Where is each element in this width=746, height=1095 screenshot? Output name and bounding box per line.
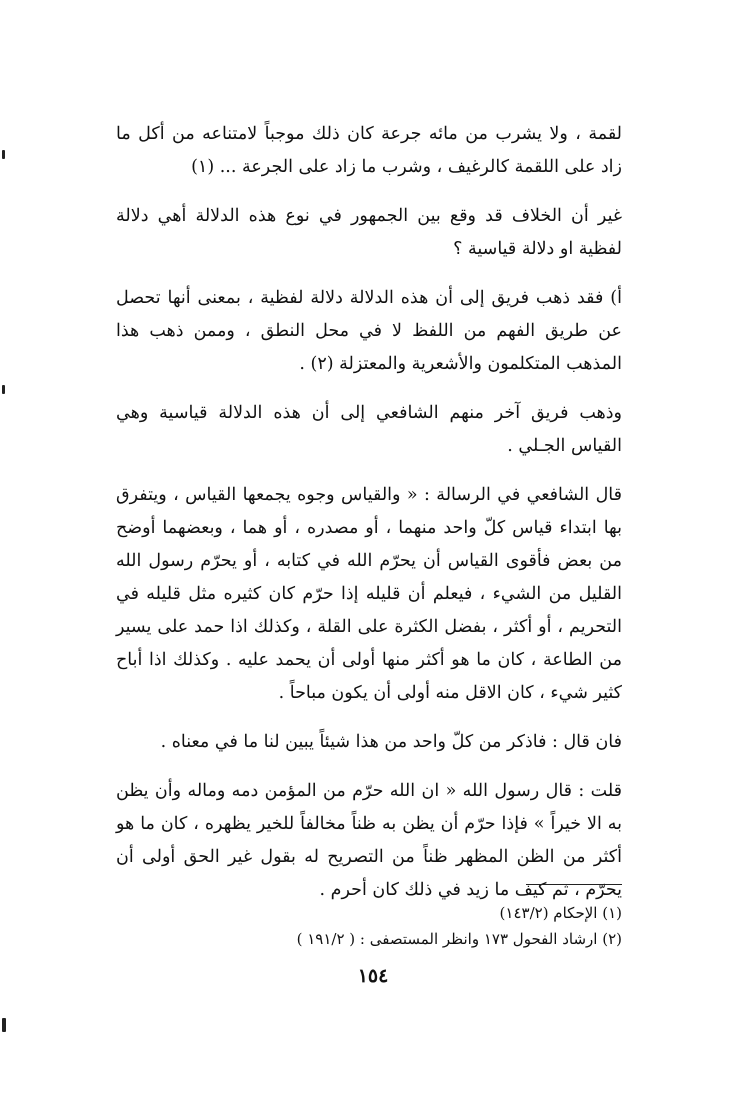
- scan-edge-mark: [2, 1018, 6, 1032]
- paragraph: قال الشافعي في الرسالة : « والقياس وجوه يجمعها القياس ، ويتفرق بها ابتداء قياس كلّ واحد منهما ، أو مصدره ، أو هما ، وبعضهما أوضح من بعض فأقوى القياس أن يحرّم الله في كتابه ، أو يحرّم رسول الله القليل من الشيء ، فيعلم أن قليله إذا حرّم كان كثيره مثل قليله في التحريم ، أو أكثر ، بفضل الكثرة على القلة ، وكذلك اذا حمد على يسير من الطاعة ، كان ما هو أكثر منها أولى أن يحمد عليه . وكذلك اذا أباح كثير شيء ، كان الاقل منه أولى أن يكون مباحاً .: [116, 485, 622, 703]
- main-text: [116, 118, 622, 923]
- paragraph: غير أن الخلاف قد وقع بين الجمهور في نوع هذه الدلالة أهي دلالة لفظية او دلالة قياسية ؟: [116, 206, 622, 259]
- footnote: (١) الإحكام (١٤٣/٢): [499, 904, 622, 922]
- paragraph: قلت : قال رسول الله « ان الله حرّم من المؤمن دمه وماله وأن يظن به الا خيراً » فإذا حرّم أن يظن به ظناً مخالفاً للخير يظهره ، كان ما هو أكثر من الظن المظهر ظناً من التصريح له بقول غير الحق أولى أن يحرّم ، ثم كيف ما زيد في ذلك كان أحرم .: [116, 781, 622, 900]
- scan-edge-mark: [2, 150, 5, 159]
- footnote-separator: [526, 884, 622, 885]
- paragraph: لقمة ، ولا يشرب من مائه جرعة كان ذلك موجباً لامتناعه من أكل ما زاد على اللقمة كالرغيف ، وشرب ما زاد على الجرعة ... (١): [116, 124, 622, 177]
- footnotes: [116, 900, 622, 952]
- paragraph: وذهب فريق آخر منهم الشافعي إلى أن هذه الدلالة قياسية وهي القياس الجـلي .: [116, 403, 622, 456]
- paragraph: فان قال : فاذكر من كلّ واحد من هذا شيئاً يبين لنا ما في معناه .: [160, 732, 622, 752]
- paragraph: أ) فقد ذهب فريق إلى أن هذه الدلالة دلالة لفظية ، بمعنى أنها تحصل عن طريق الفهم من اللفظ لا في محل النطق ، وممن ذهب هذا المذهب المتكلمون والأشعرية والمعتزلة (٢) .: [116, 288, 622, 374]
- footnote: (٢) ارشاد الفحول ١٧٣ وانظر المستصفى : ( ١٩١/٢ ): [296, 930, 622, 948]
- page-number: ١٥٤: [357, 965, 389, 987]
- scan-edge-mark: [2, 385, 5, 394]
